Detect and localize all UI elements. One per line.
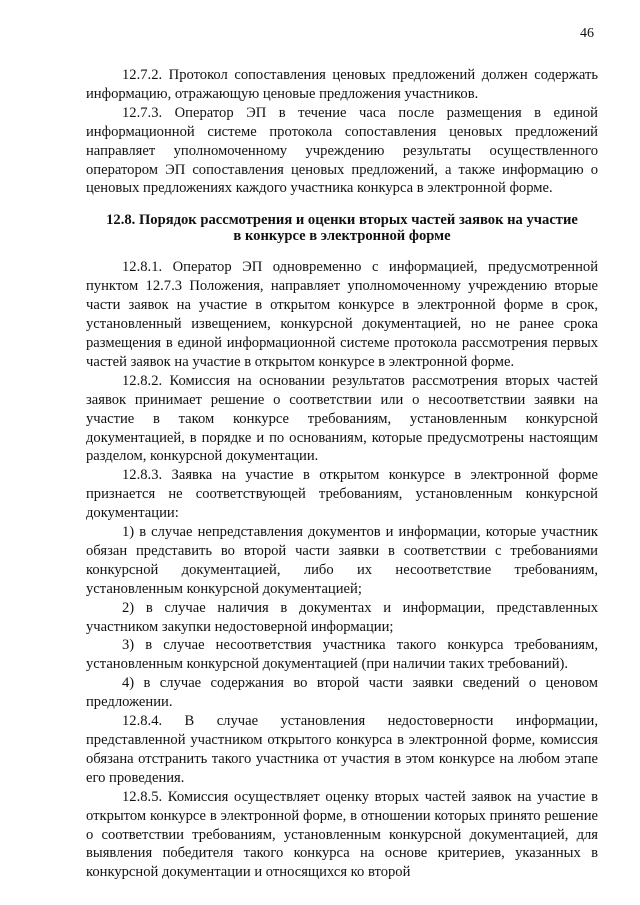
section-heading-line-2: в конкурсе в электронной форме — [233, 228, 451, 245]
paragraph-12-8-4: 12.8.4. В случае установления недостоверности информации, представленной участником открытого конкурса в электронной форме, комиссия обязана отстранить такого участника от участия в этом конкурсе на любом этапе его проведения. — [86, 713, 598, 786]
paragraph-12-8-5: 12.8.5. Комиссия осуществляет оценку вторых частей заявок на участие в открытом конкурсе в электронной форме, в отношении которых принято решение о соответствии требованиям, установленным конкурсной документацией, для выявления победителя такого конкурса на основе критериев, указанных в конкурсной документации и относящихся ко второй — [86, 788, 598, 881]
paragraph-12-8-2: 12.8.2. Комиссия на основании результатов рассмотрения вторых частей заявок принимает решение о соответствии или о несоответствии заявки на участие в таком конкурсе требованиям, установленным конкурсной документацией, в порядке и по основаниям, которые предусмотрены настоящим разделом, конкурсной документации. — [86, 372, 598, 465]
list-item-2: 2) в случае наличия в документах и информации, представленных участником закупки недостоверной информации; — [86, 599, 598, 635]
list-item-4: 4) в случае содержания во второй части заявки сведений о ценовом предложении. — [86, 675, 598, 711]
list-item-3: 3) в случае несоответствия участника такого конкурса требованиям, установленным конкурсной документацией (при наличии таких требований). — [86, 637, 598, 673]
section-heading-line-1: 12.8. Порядок рассмотрения и оценки вторых частей заявок на участие — [106, 212, 578, 229]
page-number: 46 — [580, 26, 594, 41]
paragraph-12-7-3: 12.7.3. Оператор ЭП в течение часа после размещения в единой информационной системе протокола сопоставления ценовых предложений направляет уполномоченному учреждению результаты осуществленного оператором ЭП сопоставления ценовых предложений, а также информацию о ценовых предложениях каждого участника конкурса в электронной форме. — [86, 104, 598, 197]
list-item-1: 1) в случае непредставления документов и информации, которые участник обязан представить во второй части заявки в соответствии с требованиями конкурсной документацией, либо их несоответствие требованиям, установленным конкурсной документацией; — [86, 524, 598, 597]
paragraph-12-8-3: 12.8.3. Заявка на участие в открытом конкурсе в электронной форме признается не соответствующей требованиям, установленным конкурсной документации: — [86, 467, 598, 522]
paragraph-12-7-2: 12.7.2. Протокол сопоставления ценовых предложений должен содержать информацию, отражающую ценовые предложения участников. — [86, 67, 598, 102]
paragraph-12-8-1: 12.8.1. Оператор ЭП одновременно с информацией, предусмотренной пунктом 12.7.3 Положения, направляет уполномоченному учреждению вторые части заявок на участие в открытом конкурсе в электронной форме в срок, установленный извещением, конкурсной документацией, но не ранее срока размещения в единой информационной системе протокола рассмотрения первых частей заявок на участие в открытом конкурсе в электронной форме. — [86, 259, 598, 370]
section-heading-12-8 — [86, 212, 598, 244]
document-body — [86, 66, 598, 882]
